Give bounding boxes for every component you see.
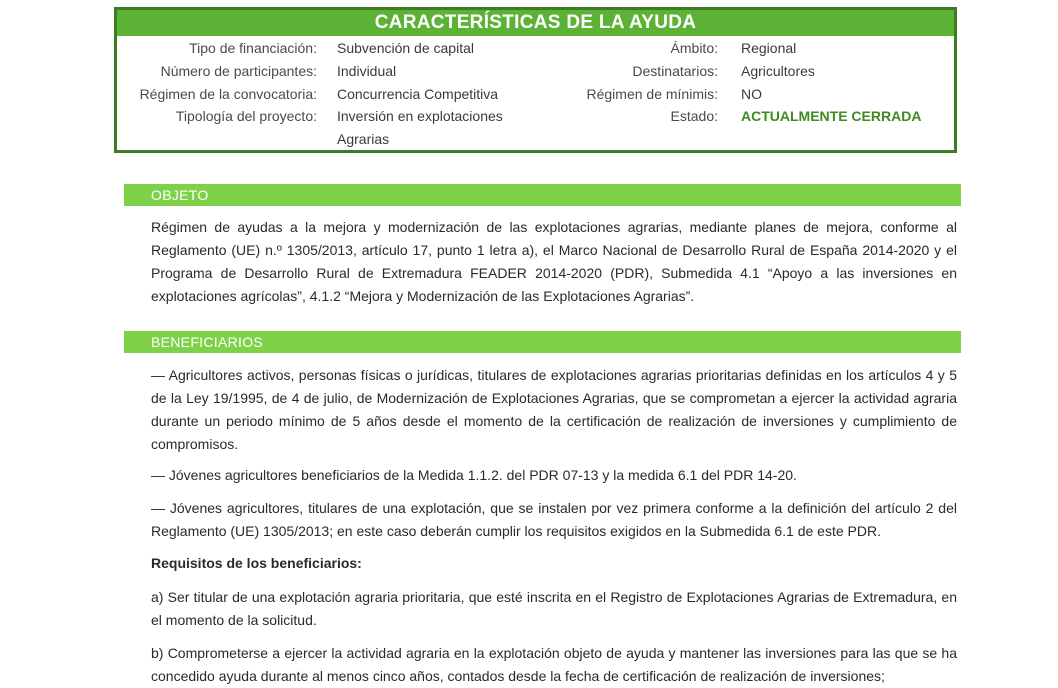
value-project-type: Inversión en explotaciones — [337, 108, 503, 124]
label-recipients: Destinatarios: — [632, 63, 718, 79]
status-badge: ACTUALMENTE CERRADA — [741, 108, 922, 124]
value-minimis: NO — [741, 86, 762, 102]
beneficiarios-paragraph-1: — Agricultores activos, personas físicas o jurídicas, titulares de explotaciones agrarias prioritarias definidas en los artículos 4 y 5 de la Ley 19/1995, de 4 de julio, de Modernización de Explotaciones Agrarias, que se comprometan a ejercer la actividad agraria durante un periodo mínimo de 5 años desde el momento de la certificación de realización de inversiones y cumplimiento de compromisos. — [151, 367, 957, 452]
beneficiarios-paragraph-2: — Jóvenes agricultores beneficiarios de la Medida 1.1.2. del PDR 07-13 y la medida 6.1 del PDR 14-20. — [151, 467, 797, 483]
label-participants: Número de participantes: — [160, 63, 317, 79]
requirement-a: a) Ser titular de una explotación agraria prioritaria, que esté inscrita en el Registro de Explotaciones Agrarias de Extremadura, en el momento de la solicitud. — [151, 589, 957, 628]
aid-characteristics-card — [114, 7, 957, 153]
label-scope: Ámbito: — [670, 40, 718, 56]
label-minimis: Régimen de mínimis: — [586, 86, 718, 102]
value-scope: Regional — [741, 40, 797, 56]
card-title: CARACTERÍSTICAS DE LA AYUDA — [117, 10, 954, 36]
requirement-b: b) Comprometerse a ejercer la actividad agraria en la explotación objeto de ayuda y mantener las inversiones para las que se ha concedido ayuda durante al menos cinco años, contados desde la fecha de certificación de realización de inversiones; — [151, 645, 957, 684]
value-participants: Individual — [337, 63, 397, 79]
characteristics-grid — [117, 36, 954, 150]
objeto-text: Régimen de ayudas a la mejora y modernización de las explotaciones agrarias, mediante planes de mejora, conforme al Reglamento (UE) n.º 1305/2013, artículo 17, punto 1 letra a), el Marco Nacional de Desarrollo Rural de España 2014-2020 y el Programa de Desarrollo Rural de Extremadura FEADER 2014-2020 (PDR), Submedida 4.1 “Apoyo a las inversiones en explotaciones agrícolas”, 4.1.2 “Mejora y Modernización de las Explotaciones Agrarias”. — [151, 219, 957, 304]
value-financing-type: Subvención de capital — [337, 40, 474, 56]
label-status: Estado: — [670, 108, 718, 124]
requirements-heading: Requisitos de los beneficiarios: — [151, 555, 362, 571]
section-header-objeto: OBJETO — [124, 184, 961, 206]
label-project-type: Tipología del proyecto: — [175, 108, 317, 124]
label-financing-type: Tipo de financiación: — [189, 40, 317, 56]
value-call-regime: Concurrencia Competitiva — [337, 86, 499, 102]
beneficiarios-paragraph-3: — Jóvenes agricultores, titulares de una explotación, que se instalen por vez primera conforme a la definición del artículo 2 del Reglamento (UE) 1305/2013; en este caso deberán cumplir los requisitos exigidos en la Submedida 6.1 de este PDR. — [151, 500, 957, 539]
value-recipients: Agricultores — [741, 63, 815, 79]
section-header-beneficiarios: BENEFICIARIOS — [124, 331, 961, 353]
label-call-regime: Régimen de la convocatoria: — [139, 86, 317, 102]
value-project-type-cont: Agrarias — [337, 131, 390, 147]
